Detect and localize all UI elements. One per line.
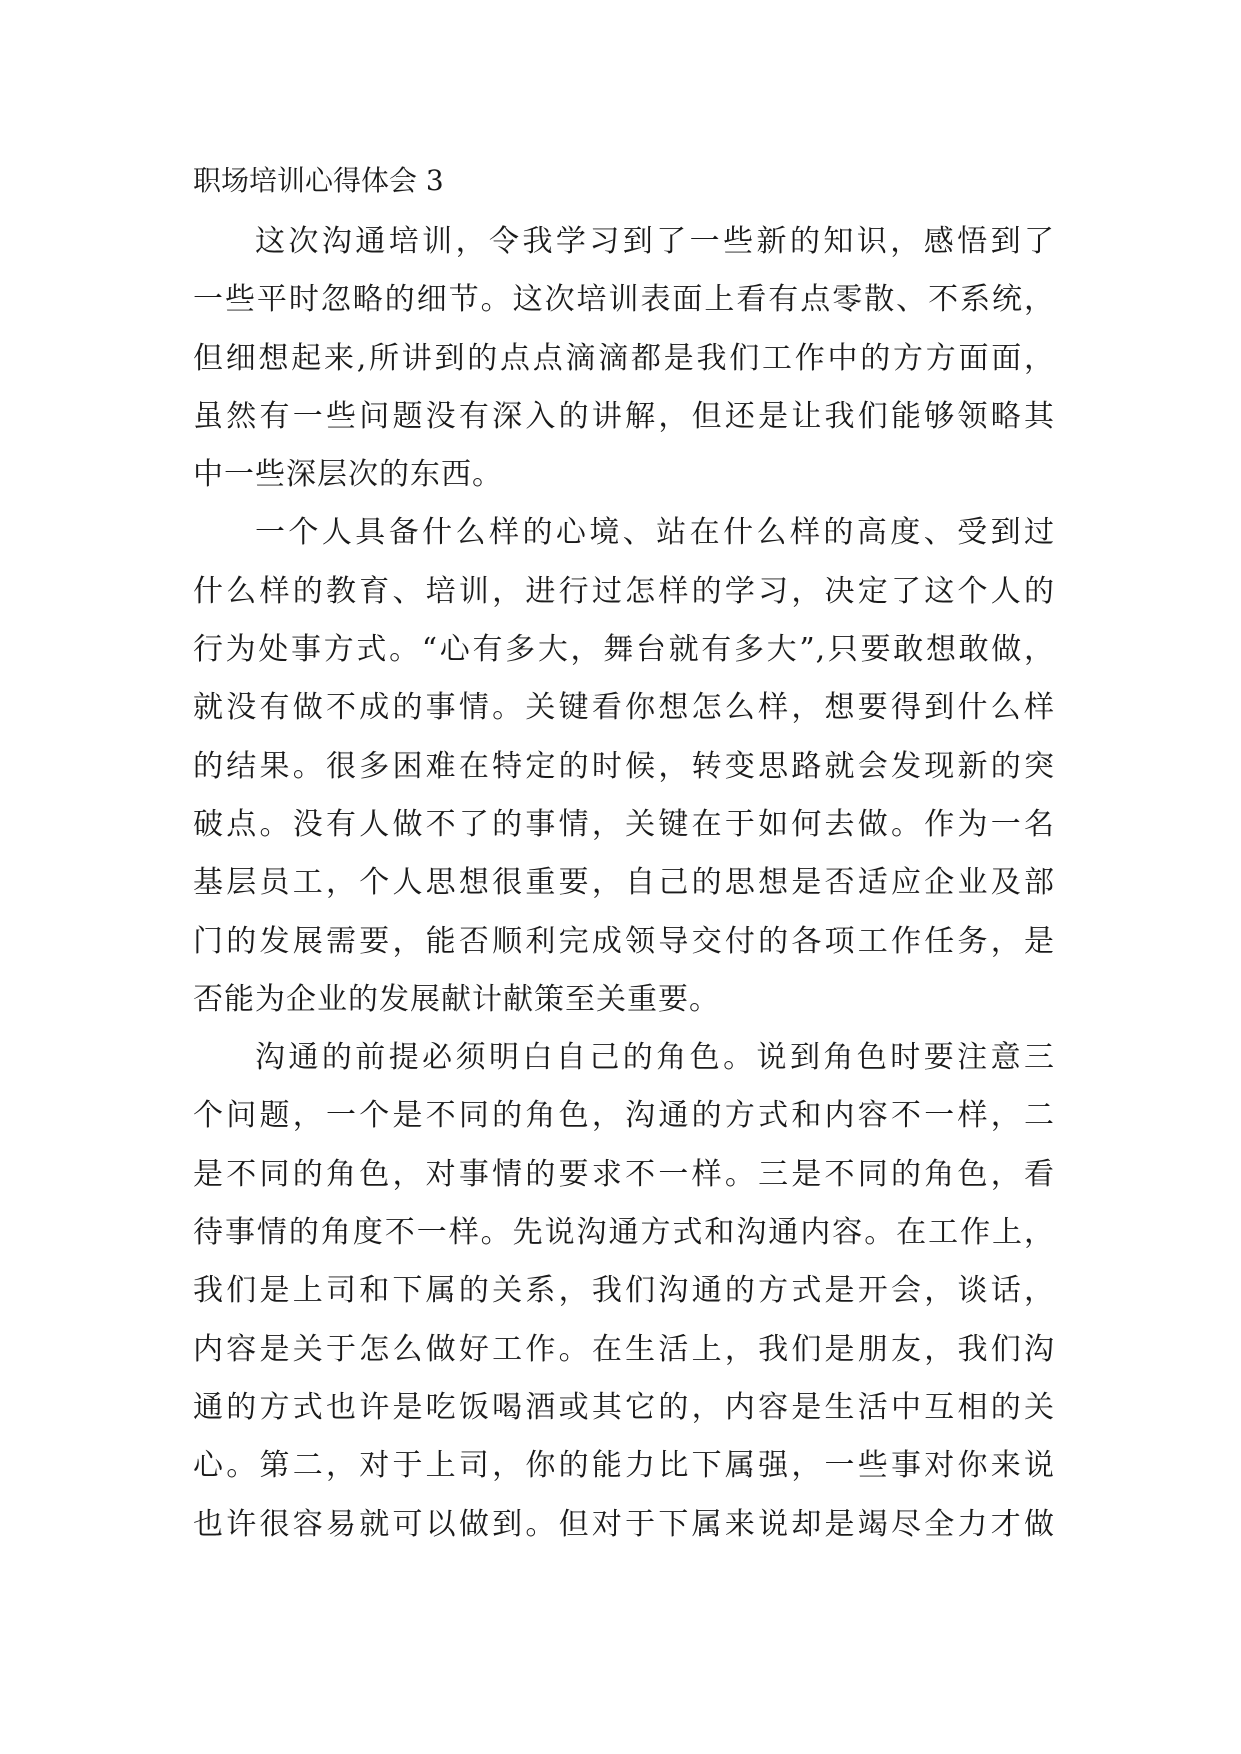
paragraph-line: 行为处事方式。“心有多大，舞台就有多大”,只要敢想敢做，: [193, 632, 1055, 668]
paragraph-line: 基层员工，个人思想很重要，自己的思想是否适应企业及部: [193, 865, 1055, 901]
paragraph-line: 的结果。很多困难在特定的时候，转变思路就会发现新的突: [193, 748, 1055, 784]
paragraph-line: 破点。没有人做不了的事情，关键在于如何去做。作为一名: [193, 806, 1055, 842]
paragraph-line: 心。第二，对于上司，你的能力比下属强，一些事对你来说: [193, 1448, 1055, 1484]
paragraph-line: 一个人具备什么样的心境、站在什么样的高度、受到过: [255, 515, 1055, 551]
document-body: [193, 161, 1055, 1554]
paragraph-line: 沟通的前提必须明白自己的角色。说到角色时要注意三: [255, 1040, 1055, 1076]
paragraph-line: 通的方式也许是吃饭喝酒或其它的，内容是生活中互相的关: [193, 1389, 1055, 1425]
document-title: 职场培训心得体会 3: [193, 164, 444, 197]
paragraph-line: 是不同的角色，对事情的要求不一样。三是不同的角色，看: [193, 1156, 1055, 1192]
paragraph-line: 待事情的角度不一样。先说沟通方式和沟通内容。在工作上，: [193, 1215, 1055, 1251]
paragraph-line: 就没有做不成的事情。关键看你想怎么样，想要得到什么样: [193, 690, 1055, 726]
paragraph-line: 但细想起来,所讲到的点点滴滴都是我们工作中的方方面面，: [193, 340, 1055, 376]
paragraph-line: 门的发展需要，能否顺利完成领导交付的各项工作任务，是: [193, 923, 1055, 959]
paragraph-line: 我们是上司和下属的关系，我们沟通的方式是开会，谈话，: [193, 1273, 1055, 1309]
paragraph: [193, 213, 1055, 504]
paragraph-line: 这次沟通培训，令我学习到了一些新的知识，感悟到了: [255, 224, 1055, 259]
paragraph-line: 虽然有一些问题没有深入的讲解，但还是让我们能够领略其: [193, 398, 1055, 434]
paragraph: [193, 1029, 1055, 1554]
paragraph-line: 中一些深层次的东西。: [193, 457, 503, 493]
paragraph: [193, 504, 1055, 1029]
paragraph-line: 个问题，一个是不同的角色，沟通的方式和内容不一样，二: [193, 1098, 1055, 1134]
paragraph-line: 什么样的教育、培训，进行过怎样的学习，决定了这个人的: [193, 573, 1055, 609]
paragraph-line: 也许很容易就可以做到。但对于下属来说却是竭尽全力才做: [193, 1506, 1055, 1542]
paragraph-line: 否能为企业的发展献计献策至关重要。: [193, 981, 720, 1017]
paragraph-line: 一些平时忽略的细节。这次培训表面上看有点零散、不系统，: [193, 282, 1055, 318]
paragraph-line: 内容是关于怎么做好工作。在生活上，我们是朋友，我们沟: [193, 1331, 1055, 1367]
